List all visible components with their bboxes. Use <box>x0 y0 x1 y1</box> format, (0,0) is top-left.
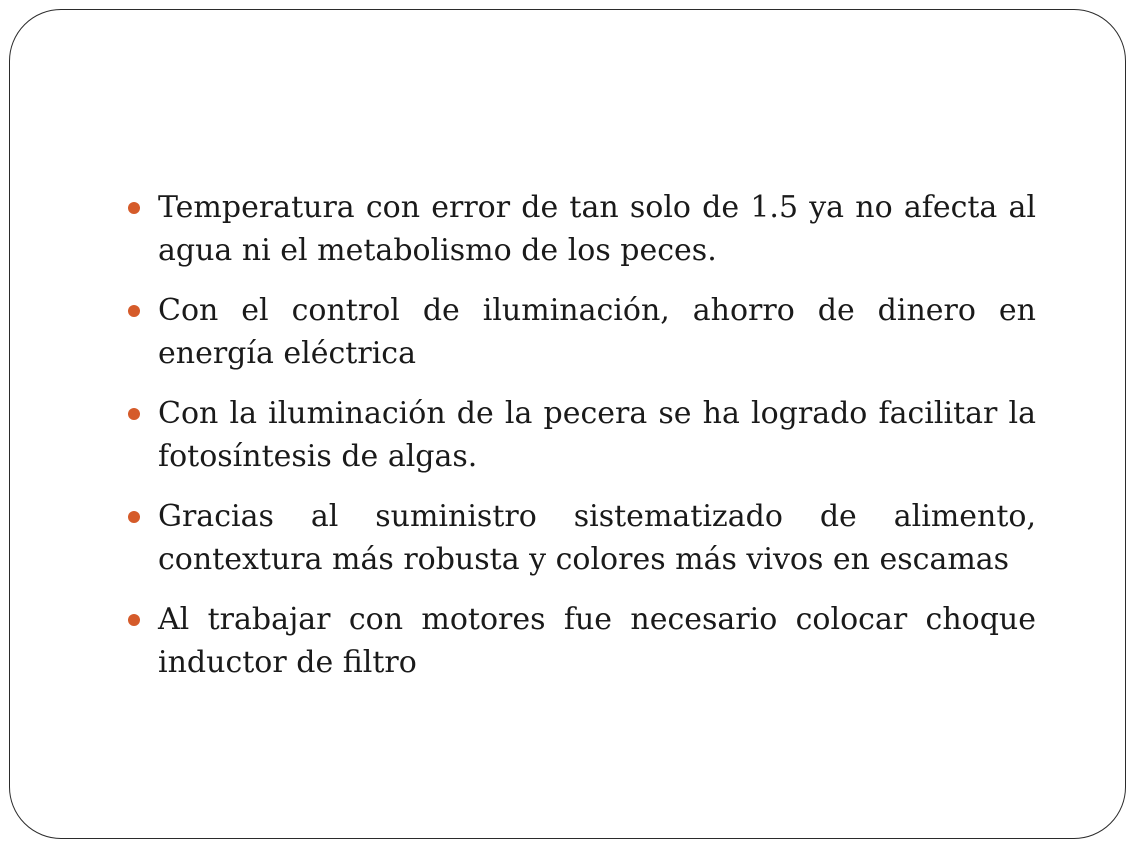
list-item <box>128 495 1036 581</box>
bullet-text: Con el control de iluminación, ahorro de dinero en energía eléctrica <box>158 293 1036 371</box>
list-item <box>128 598 1036 684</box>
list-item <box>128 392 1036 478</box>
bullet-dot-icon <box>128 202 140 214</box>
bullet-text: Al trabajar con motores fue necesario colocar choque inductor de filtro <box>158 602 1036 680</box>
bullet-text: Temperatura con error de tan solo de 1.5 ya no afecta al agua ni el metabolismo de los peces. <box>158 190 1036 268</box>
bullet-dot-icon <box>128 511 140 523</box>
bullet-dot-icon <box>128 614 140 626</box>
bullet-dot-icon <box>128 305 140 317</box>
list-item <box>128 289 1036 375</box>
bullet-dot-icon <box>128 408 140 420</box>
bullet-text: Gracias al suministro sistematizado de alimento, contextura más robusta y colores más vivos en escamas <box>158 499 1036 577</box>
bullet-text: Con la iluminación de la pecera se ha logrado facilitar la fotosíntesis de algas. <box>158 396 1036 474</box>
list-item <box>128 186 1036 272</box>
bullet-list <box>128 186 1036 701</box>
